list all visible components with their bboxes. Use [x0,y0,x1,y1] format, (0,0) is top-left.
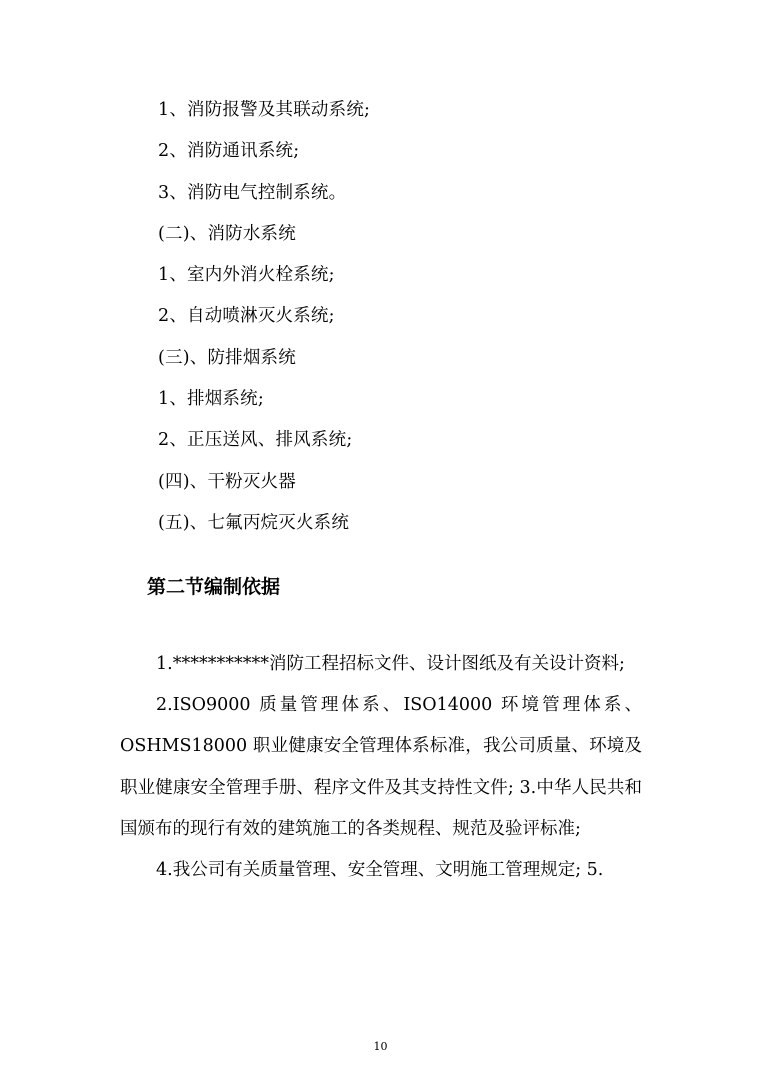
paragraph: 2.ISO9000 质量管理体系、ISO14000 环境管理体系、OSHMS18000 职业健康安全管理体系标准，我公司质量、环境及职业健康安全管理手册、程序文件及其支持性文件; 3.中华人民共和国颁布的现行有效的建筑施工的各类规程、规范及验评标准; [120,695,642,839]
system-list [158,97,370,551]
list-item: (四)、干粉灭火器 [158,471,296,492]
section-heading: 第二节编制依据 [147,576,281,598]
paragraph: 1.***********消防工程招标文件、设计图纸及有关设计资料; [156,654,625,674]
list-item: (二)、消防水系统 [158,223,296,244]
list-item: 2、自动喷淋灭火系统; [158,306,335,327]
list-item: 1、消防报警及其联动系统; [158,100,371,120]
list-item: 3、消防电气控制系统。 [158,182,347,203]
list-item: 1、排烟系统; [158,389,264,410]
page-number: 10 [373,1040,388,1053]
body-text [120,644,642,891]
list-item: 1、室内外消火栓系统; [158,265,335,286]
list-item: 2、消防通讯系统; [158,141,300,162]
paragraph: 4.我公司有关质量管理、安全管理、文明施工管理规定; 5. [156,860,604,881]
list-item: 2、正压送风、排风系统; [158,430,353,451]
list-item: (三)、防排烟系统 [158,347,296,368]
list-item: (五)、七氟丙烷灭火系统 [158,512,350,533]
